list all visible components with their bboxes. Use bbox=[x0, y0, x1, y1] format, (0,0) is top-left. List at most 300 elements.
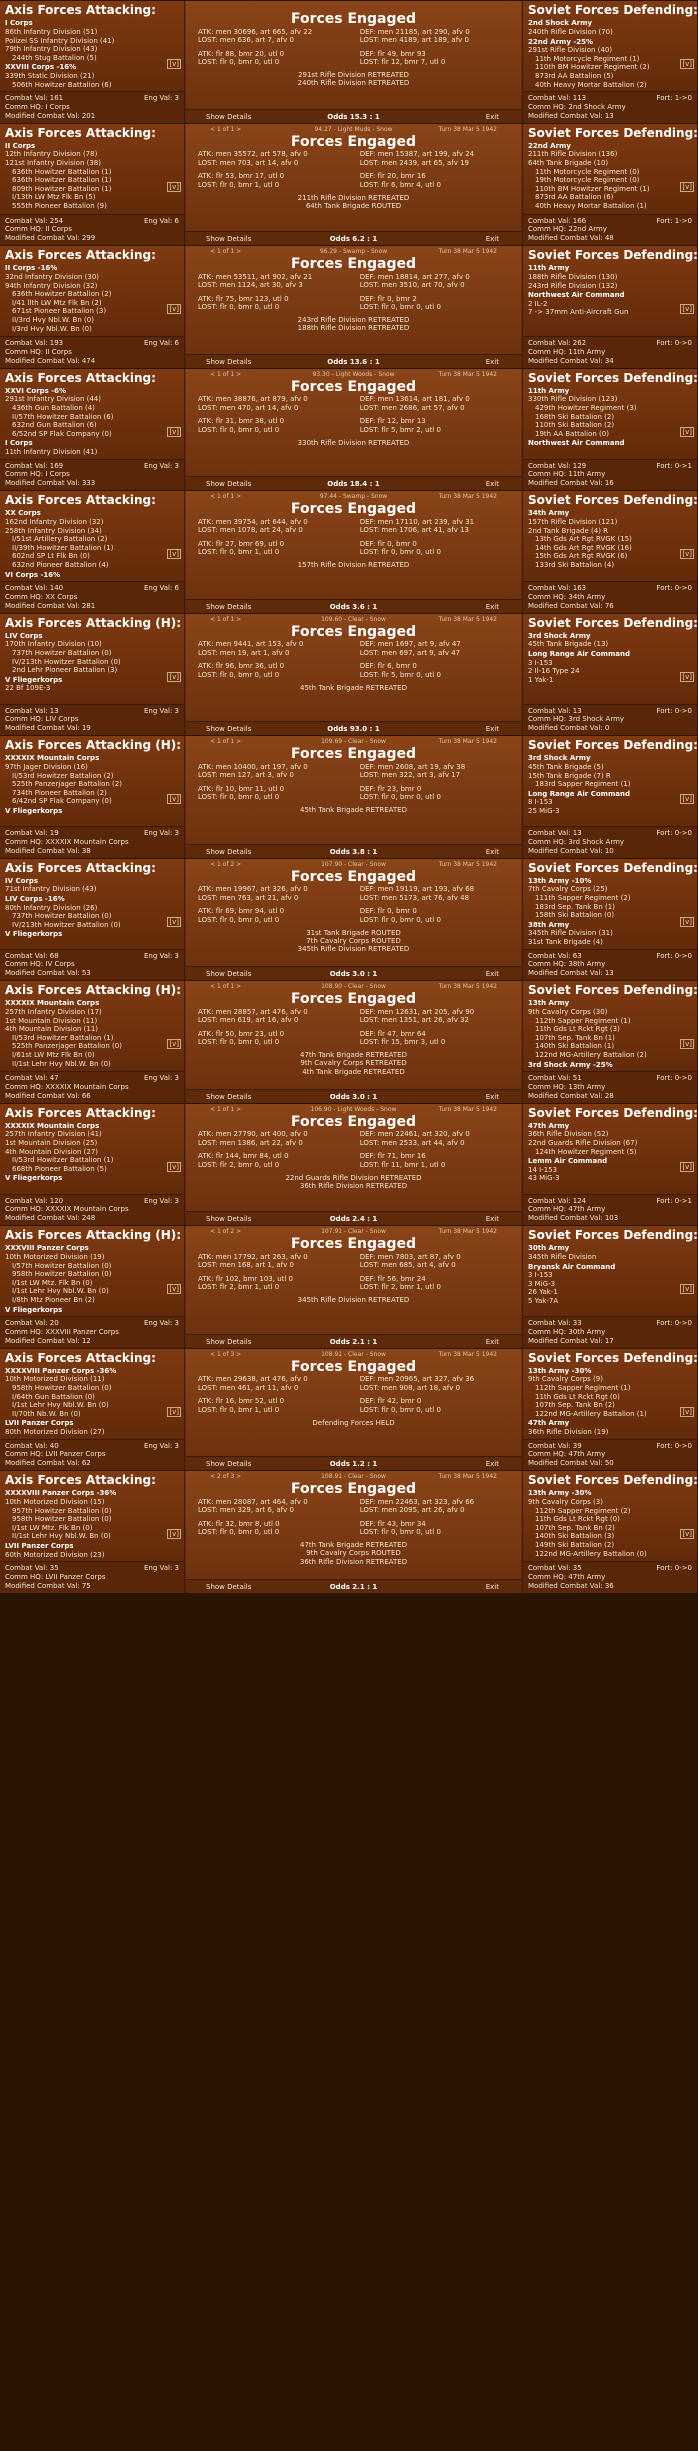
unit-row[interactable]: 429th Howitzer Regiment (3) bbox=[535, 404, 637, 413]
unit-row[interactable]: 80th Motorized Division (27) bbox=[5, 1428, 105, 1437]
unit-row[interactable]: 124th Howitzer Regiment (5) bbox=[535, 1147, 637, 1156]
unit-row[interactable]: 10th Motorized Division (15) bbox=[5, 1497, 105, 1506]
formation-header[interactable]: VI Corps -16% bbox=[5, 570, 61, 579]
formation-header[interactable]: Lemm Air Command bbox=[528, 1157, 608, 1166]
unit-row[interactable]: 737th Howitzer Battalion (0) bbox=[12, 649, 112, 658]
unit-row[interactable]: 6/52nd SP Flak Company (0) bbox=[12, 429, 112, 438]
defender-ground-strength: DEF: men 21185, art 290, afv 0 bbox=[359, 27, 470, 36]
next-battle-button[interactable]: > bbox=[236, 370, 242, 378]
unit-row[interactable]: 1 Yak-1 bbox=[528, 675, 554, 684]
formation-header[interactable]: LVII Panzer Corps bbox=[5, 1419, 74, 1428]
unit-row[interactable]: 636th Howitzer Battalion (1) bbox=[12, 167, 112, 176]
formation-header[interactable]: 38th Army bbox=[528, 920, 570, 929]
unit-row[interactable]: 3 I-153 bbox=[528, 658, 553, 667]
formation-header[interactable]: 34th Army bbox=[528, 509, 570, 518]
formation-header[interactable]: 3rd Shock Army bbox=[528, 631, 591, 640]
formation-header[interactable]: XXXVIII Panzer Corps bbox=[5, 1244, 89, 1253]
exit-button[interactable]: Exit bbox=[485, 847, 499, 856]
expand-defender-icon[interactable]: [v] bbox=[682, 672, 692, 681]
unit-row[interactable]: 668th Pioneer Battalion (5) bbox=[12, 1164, 107, 1173]
unit-row[interactable]: 257th Infantry Division (41) bbox=[5, 1130, 102, 1139]
unit-row[interactable]: 244th Stug Battalion (5) bbox=[12, 53, 97, 62]
defender-ground-losses: LOST: men 3510, art 70, afv 0 bbox=[359, 281, 465, 290]
unit-row[interactable]: 13th Gds Art Rgt RVGK (15) bbox=[535, 535, 632, 544]
forces-engaged-panel bbox=[186, 1226, 521, 1348]
formation-header[interactable]: XXXXIX Mountain Corps bbox=[5, 754, 100, 763]
unit-row[interactable]: 31st Tank Brigade (4) bbox=[528, 938, 603, 947]
unit-row[interactable]: I/13th LW Mtz Flk Bn (5) bbox=[12, 193, 96, 202]
expand-defender-icon[interactable]: [v] bbox=[682, 1407, 692, 1416]
attacker-summary bbox=[0, 459, 184, 490]
unit-row[interactable]: 86th Infantry Division (51) bbox=[5, 27, 98, 36]
unit-row[interactable]: 632nd Gun Battalion (6) bbox=[12, 421, 97, 430]
unit-row[interactable]: 36th Rifle Division (19) bbox=[528, 1428, 609, 1437]
defender-ground-losses: LOST: men 322, art 3, afv 17 bbox=[359, 771, 461, 780]
unit-row[interactable]: 162nd Infantry Division (32) bbox=[5, 517, 104, 526]
attacker-ground-losses: LOST: men 1386, art 22, afv 0 bbox=[198, 1138, 303, 1147]
unit-row[interactable]: 9th Cavalry Corps (3) bbox=[528, 1497, 603, 1506]
attacker-ground-strength: ATK: men 29638, art 476, afv 0 bbox=[198, 1375, 308, 1384]
show-details-button[interactable]: Show Details bbox=[206, 480, 252, 488]
unit-row[interactable]: 111th Sapper Regiment (2) bbox=[535, 894, 631, 903]
unit-row[interactable]: II/53rd Howitzer Battalion (1) bbox=[12, 1033, 114, 1042]
expand-defender-icon[interactable]: [v] bbox=[682, 1530, 692, 1538]
formation-header[interactable]: XXXXVIII Panzer Corps -36% bbox=[5, 1366, 117, 1375]
unit-row[interactable]: 40th Heavy Mortar Battalion (1) bbox=[535, 202, 647, 211]
show-details-button[interactable]: Show Details bbox=[206, 1460, 252, 1468]
next-battle-button[interactable]: > bbox=[236, 983, 242, 990]
unit-row[interactable]: 2 IL-2 bbox=[528, 299, 548, 308]
unit-row[interactable]: 158th Ski Battalion (0) bbox=[535, 911, 615, 920]
unit-row[interactable]: 602nd SP Lt Flk Bn (0) bbox=[12, 552, 90, 561]
formation-header[interactable]: Long Range Air Command bbox=[528, 650, 630, 659]
expand-attacker-icon[interactable]: [v] bbox=[169, 60, 179, 68]
battle-results bbox=[186, 1174, 521, 1191]
formation-header[interactable]: 47th Army bbox=[528, 1419, 570, 1428]
formation-header[interactable]: XX Corps bbox=[5, 509, 41, 518]
exit-button[interactable]: Exit bbox=[485, 1582, 499, 1591]
unit-row[interactable]: Polizei SS Infantry Division (41) bbox=[5, 36, 115, 45]
unit-row[interactable]: 79th Infantry Division (43) bbox=[5, 45, 98, 54]
formation-header[interactable]: 22nd Army -25% bbox=[528, 37, 593, 46]
unit-row[interactable]: 11th Motorcycle Regiment (1) bbox=[535, 54, 640, 63]
unit-row[interactable]: 734th Pioneer Battalion (2) bbox=[12, 788, 107, 797]
prev-battle-button[interactable]: < bbox=[210, 248, 216, 255]
formation-header[interactable]: I Corps bbox=[5, 439, 33, 448]
formation-header[interactable]: I Corps bbox=[5, 19, 33, 28]
unit-row[interactable]: 258th Infantry Division (34) bbox=[5, 526, 102, 535]
battle-report-panel bbox=[0, 245, 697, 368]
unit-row[interactable]: 12th Infantry Division (78) bbox=[5, 150, 98, 159]
unit-row[interactable]: 10th Motorized Division (19) bbox=[5, 1252, 105, 1261]
expand-defender-icon[interactable]: [v] bbox=[682, 305, 692, 313]
next-battle-button[interactable]: > bbox=[236, 1228, 242, 1235]
expand-attacker-icon[interactable]: [v] bbox=[169, 1162, 179, 1171]
battle-page-count: 1 of 1 bbox=[216, 983, 235, 990]
expand-defender-icon[interactable]: [v] bbox=[682, 60, 692, 68]
exit-button[interactable]: Exit bbox=[485, 357, 499, 366]
unit-row[interactable]: 291st Rifle Division (40) bbox=[528, 46, 613, 55]
formation-header[interactable]: LIV Corps bbox=[5, 631, 43, 640]
show-details-button[interactable]: Show Details bbox=[206, 1215, 252, 1223]
unit-row[interactable]: 636th Howitzer Battalion (1) bbox=[12, 176, 112, 185]
defender-losses bbox=[360, 1008, 509, 1047]
unit-row[interactable]: 40th Heavy Mortar Battalion (2) bbox=[535, 80, 647, 89]
next-battle-button[interactable]: > bbox=[236, 738, 242, 745]
fort-level: Fort: 0->0 bbox=[656, 706, 692, 715]
formation-header[interactable]: Bryansk Air Command bbox=[528, 1262, 616, 1271]
unit-row[interactable]: 9th Cavalry Corps (9) bbox=[528, 1375, 603, 1384]
unit-row[interactable]: 9th Cavalry Corps (30) bbox=[528, 1007, 608, 1016]
expand-attacker-icon[interactable]: [v] bbox=[169, 1285, 179, 1293]
defender-air-losses: LOST: flr 0, bmr 0, utl 0 bbox=[359, 1528, 441, 1537]
unit-row[interactable]: II/70th Nb.W. Bn (0) bbox=[12, 1409, 81, 1418]
prev-battle-button[interactable]: < bbox=[210, 738, 216, 745]
unit-row[interactable]: 1st Mountain Division (11) bbox=[5, 1016, 98, 1025]
expand-defender-icon[interactable]: [v] bbox=[682, 427, 692, 436]
formation-header[interactable]: 22nd Army bbox=[528, 141, 571, 150]
unit-row[interactable]: 110th BM Howitzer Regiment (2) bbox=[535, 63, 650, 72]
unit-row[interactable]: 45th Tank Brigade (5) bbox=[528, 762, 604, 771]
unit-row[interactable]: II/53rd Howitzer Battalion (2) bbox=[12, 771, 114, 780]
next-battle-button[interactable]: > bbox=[236, 860, 242, 868]
unit-row[interactable]: 15th Gds Art Rgt RVGK (6) bbox=[535, 552, 628, 561]
unit-row[interactable]: 8 I-153 bbox=[528, 798, 553, 807]
formation-header[interactable]: II Corps bbox=[5, 141, 36, 150]
exit-button[interactable]: Exit bbox=[485, 235, 499, 243]
next-battle-button[interactable]: > bbox=[236, 1105, 242, 1113]
unit-row[interactable]: I/1st LW Mtz. Flk Bn (0) bbox=[12, 1278, 93, 1287]
show-details-button[interactable]: Show Details bbox=[206, 1582, 252, 1591]
unit-row[interactable]: 157th Rifle Division (121) bbox=[528, 517, 618, 526]
unit-row[interactable]: 632nd Pioneer Battalion (4) bbox=[12, 560, 109, 569]
unit-row[interactable]: 122nd MG-Artillery Battalion (0) bbox=[535, 1549, 647, 1558]
unit-row[interactable]: 957th Howitzer Battalion (0) bbox=[12, 1506, 112, 1515]
unit-row[interactable]: 11th Motorcycle Regiment (0) bbox=[535, 167, 640, 176]
formation-header[interactable]: XXVIII Corps -16% bbox=[5, 63, 77, 72]
unit-row[interactable]: II/53rd Howitzer Battalion (1) bbox=[12, 1156, 114, 1165]
unit-row[interactable]: I/1st LW Mtz. Flk Bn (0) bbox=[12, 1523, 93, 1532]
formation-header[interactable]: 3rd Shock Army -25% bbox=[528, 1060, 613, 1069]
formation-header[interactable]: Long Range Air Command bbox=[528, 789, 630, 798]
exit-button[interactable]: Exit bbox=[485, 480, 499, 488]
unit-row[interactable]: 211th Rifle Division (136) bbox=[528, 150, 618, 159]
unit-row[interactable]: I/64th Gun Battalion (0) bbox=[12, 1392, 95, 1401]
exit-button[interactable]: Exit bbox=[485, 1460, 499, 1468]
unit-row[interactable]: I/41 llth LW Mtz Flk Bn (2) bbox=[12, 298, 102, 307]
unit-row[interactable]: 555th Pioneer Battalion (9) bbox=[12, 202, 107, 211]
unit-row[interactable]: 133rd Ski Battalion (4) bbox=[535, 560, 615, 569]
unit-row[interactable]: 94th Infantry Division (32) bbox=[5, 281, 98, 290]
attacker-heading: Axis Forces Attacking (H): bbox=[5, 738, 182, 752]
exit-button[interactable]: Exit bbox=[485, 112, 499, 121]
formation-header[interactable]: V Fliegerkorps bbox=[5, 1305, 63, 1314]
unit-row[interactable]: 436th Gun Battalion (4) bbox=[12, 404, 95, 413]
unit-row[interactable]: 10th Motorized Division (11) bbox=[5, 1375, 105, 1384]
unit-row[interactable]: 11th Gds Lt Rckt Rgt (0) bbox=[535, 1392, 620, 1401]
unit-row[interactable]: 140th Ski Battalion (1) bbox=[535, 1042, 615, 1051]
unit-row[interactable]: 22 Bf 109E-3 bbox=[5, 684, 51, 693]
expand-defender-icon[interactable]: [v] bbox=[682, 1040, 692, 1048]
defender-ground-strength: DEF: men 22461, art 320, afv 0 bbox=[359, 1130, 470, 1139]
unit-row[interactable]: 183rd Sep. Tank Bn (1) bbox=[535, 902, 615, 911]
unit-row[interactable]: I/1st Lehr Hvy Nbl.W. Bn (0) bbox=[12, 1287, 109, 1296]
unit-row[interactable]: 25 MiG-3 bbox=[528, 806, 560, 815]
expand-attacker-icon[interactable]: [v] bbox=[169, 1040, 179, 1048]
unit-row[interactable]: 2nd Tank Brigade (4) R bbox=[528, 526, 609, 535]
expand-attacker-icon[interactable]: [v] bbox=[169, 917, 179, 926]
unit-row[interactable]: 64th Tank Brigade (10) bbox=[528, 159, 609, 168]
expand-defender-icon[interactable]: [v] bbox=[682, 182, 692, 191]
battle-action-bar bbox=[186, 231, 521, 245]
unit-row[interactable]: 3 MiG-3 bbox=[528, 1279, 556, 1288]
unit-row[interactable]: I/57th Howitzer Battalion (0) bbox=[12, 1261, 112, 1270]
attacker-command-hq: Comm HQ: I Corps bbox=[5, 102, 70, 111]
unit-row[interactable]: I/8th Mtz Pioneer Bn (2) bbox=[12, 1295, 95, 1304]
unit-row[interactable]: 112th Sapper Regiment (1) bbox=[535, 1016, 631, 1025]
formation-header[interactable]: LIV Corps -16% bbox=[5, 895, 65, 904]
formation-header[interactable]: LVII Panzer Corps bbox=[5, 1541, 74, 1550]
unit-row[interactable]: 873rd AA Battalion (5) bbox=[535, 71, 614, 80]
unit-row[interactable]: 339th Static Division (21) bbox=[5, 71, 95, 80]
unit-row[interactable]: 14 I-153 bbox=[528, 1165, 558, 1174]
formation-header[interactable]: XXXXIX Mountain Corps bbox=[5, 1121, 100, 1130]
prev-battle-button[interactable]: < bbox=[210, 1228, 216, 1235]
losses-grid bbox=[186, 763, 521, 802]
expand-attacker-icon[interactable]: [v] bbox=[169, 672, 179, 681]
unit-row[interactable]: 240th Rifle Division (70) bbox=[528, 27, 613, 36]
expand-defender-icon[interactable]: [v] bbox=[682, 550, 692, 558]
formation-header[interactable]: 3rd Shock Army bbox=[528, 754, 591, 763]
unit-row[interactable]: I/3rd Hvy Nbl.W. Bn (0) bbox=[12, 324, 92, 333]
unit-row[interactable]: 958th Howitzer Battalion (0) bbox=[12, 1270, 112, 1279]
unit-row[interactable]: 243rd Rifle Division (132) bbox=[528, 281, 618, 290]
unit-row[interactable]: I/61st LW Mtz Flk Bn (0) bbox=[12, 1050, 95, 1059]
unit-row[interactable]: 345th Rifle Division (31) bbox=[528, 929, 613, 938]
unit-row[interactable]: 7 -> 37mm Anti-Aircraft Gun bbox=[528, 308, 629, 317]
unit-row[interactable]: 291st Infantry Division (44) bbox=[5, 395, 101, 404]
formation-header[interactable]: IV Corps bbox=[5, 876, 39, 885]
expand-defender-icon[interactable]: [v] bbox=[682, 917, 692, 926]
unit-row[interactable]: 11th Gds Lt Rckt Rgt (3) bbox=[535, 1025, 620, 1034]
unit-row[interactable]: 4th Mountain Division (27) bbox=[5, 1147, 99, 1156]
unit-row[interactable]: 15th Tank Brigade (7) R bbox=[528, 771, 611, 780]
expand-attacker-icon[interactable]: [v] bbox=[169, 550, 179, 558]
unit-row[interactable]: 112th Sapper Regiment (1) bbox=[535, 1384, 631, 1393]
show-details-button[interactable]: Show Details bbox=[206, 970, 252, 978]
formation-header[interactable]: 30th Army bbox=[528, 1244, 570, 1253]
unit-row[interactable]: 873rd AA Battalion (6) bbox=[535, 193, 614, 202]
defender-ground-losses: LOST: men 685, art 4, afv 0 bbox=[359, 1261, 456, 1270]
unit-row[interactable]: 80th Infantry Division (26) bbox=[5, 903, 98, 912]
expand-attacker-icon[interactable]: [v] bbox=[169, 305, 179, 313]
exit-button[interactable]: Exit bbox=[485, 1215, 499, 1223]
formation-header[interactable]: Northwest Air Command bbox=[528, 291, 625, 300]
unit-row[interactable]: 22nd Guards Rifle Division (67) bbox=[528, 1139, 638, 1148]
prev-battle-button[interactable]: < bbox=[210, 1473, 216, 1480]
unit-row[interactable]: 330th Rifle Division (123) bbox=[528, 395, 618, 404]
unit-row[interactable]: 257th Infantry Division (17) bbox=[5, 1007, 102, 1016]
prev-battle-button[interactable]: < bbox=[210, 983, 216, 990]
expand-defender-icon[interactable]: [v] bbox=[682, 1285, 692, 1293]
expand-attacker-icon[interactable]: [v] bbox=[169, 182, 179, 191]
attacker-air-losses: LOST: flr 0, bmr 0, utl 0 bbox=[198, 1038, 280, 1047]
formation-header[interactable]: V Fliegerkorps bbox=[5, 675, 63, 684]
unit-row[interactable]: 525th Panzerjager Battalion (2) bbox=[12, 780, 122, 789]
show-details-button[interactable]: Show Details bbox=[206, 725, 252, 733]
show-details-button[interactable]: Show Details bbox=[206, 235, 252, 243]
formation-header[interactable]: XXVI Corps -6% bbox=[5, 386, 67, 395]
prev-battle-button[interactable]: < bbox=[210, 493, 216, 500]
prev-battle-button[interactable]: < bbox=[210, 860, 216, 868]
formation-header[interactable]: V Fliegerkorps bbox=[5, 1174, 63, 1183]
unit-row[interactable]: 107th Sep. Tank Bn (2) bbox=[535, 1523, 615, 1532]
unit-row[interactable]: 122nd MG-Artillery Battalion (2) bbox=[535, 1050, 647, 1059]
next-battle-button[interactable]: > bbox=[236, 1350, 242, 1358]
prev-battle-button[interactable]: < bbox=[210, 1350, 216, 1358]
unit-row[interactable]: 7th Cavalry Corps (25) bbox=[528, 885, 608, 894]
unit-row[interactable]: 19th AA Battalion (0) bbox=[535, 429, 609, 438]
attacker-losses bbox=[198, 1008, 347, 1047]
expand-defender-icon[interactable]: [v] bbox=[682, 795, 692, 803]
unit-row[interactable]: 183rd Sapper Regiment (1) bbox=[535, 780, 631, 789]
exit-button[interactable]: Exit bbox=[485, 725, 499, 733]
unit-row[interactable]: 140th Ski Battalion (3) bbox=[535, 1532, 615, 1541]
formation-header[interactable]: V Fliegerkorps bbox=[5, 930, 63, 939]
exit-button[interactable]: Exit bbox=[485, 602, 499, 611]
formation-header[interactable]: 13th Army -30% bbox=[528, 1489, 592, 1498]
unit-row[interactable]: 36th Rifle Division (52) bbox=[528, 1130, 609, 1139]
battle-report-panel bbox=[0, 1348, 697, 1471]
unit-row[interactable]: 11th Infantry Division (41) bbox=[5, 448, 98, 457]
prev-battle-button[interactable]: < bbox=[210, 125, 216, 133]
losses-grid bbox=[186, 28, 521, 67]
show-details-button[interactable]: Show Details bbox=[206, 1337, 252, 1346]
unit-row[interactable]: 110th Ski Battalion (2) bbox=[535, 421, 615, 430]
unit-row[interactable]: 809th Howitzer Battalion (1) bbox=[12, 184, 112, 193]
next-battle-button[interactable]: > bbox=[236, 493, 242, 500]
expand-defender-icon[interactable]: [v] bbox=[682, 1162, 692, 1171]
defender-unit-list bbox=[523, 754, 697, 815]
unit-row[interactable]: 168th Ski Battalion (2) bbox=[535, 412, 615, 421]
unit-row[interactable]: 3 I-153 bbox=[528, 1271, 553, 1280]
unit-row[interactable]: 110th BM Howitzer Regiment (1) bbox=[535, 184, 650, 193]
formation-header[interactable]: Northwest Air Command bbox=[528, 439, 625, 448]
unit-row[interactable]: II/39th Howitzer Battalion (1) bbox=[12, 543, 114, 552]
expand-attacker-icon[interactable]: [v] bbox=[169, 427, 179, 436]
unit-row[interactable]: 149th Ski Battalion (2) bbox=[535, 1540, 615, 1549]
unit-row[interactable]: 636th Howitzer Battalion (2) bbox=[12, 290, 112, 299]
unit-row[interactable]: II/57th Howitzer Battalion (6) bbox=[12, 412, 114, 421]
unit-row[interactable]: 107th Sep. Tank Bn (2) bbox=[535, 1401, 615, 1410]
unit-row[interactable]: 5 Yak-7A bbox=[528, 1296, 559, 1305]
exit-button[interactable]: Exit bbox=[485, 1092, 499, 1101]
show-details-button[interactable]: Show Details bbox=[206, 357, 252, 366]
attacker-losses bbox=[198, 518, 347, 557]
exit-button[interactable]: Exit bbox=[485, 970, 499, 978]
unit-row[interactable]: 958th Howitzer Battalion (0) bbox=[12, 1384, 112, 1393]
unit-row[interactable]: 14th Gds Art Rgt RVGK (16) bbox=[535, 543, 632, 552]
unit-row[interactable]: II/3rd Hvy Nbl.W. Bn (0) bbox=[12, 315, 94, 324]
unit-row[interactable]: 45th Tank Brigade (13) bbox=[528, 640, 609, 649]
unit-row[interactable]: 122nd MG-Artillery Battalion (1) bbox=[535, 1409, 647, 1418]
next-battle-button[interactable]: > bbox=[236, 615, 242, 623]
prev-battle-button[interactable]: < bbox=[210, 615, 216, 623]
battle-results bbox=[186, 439, 521, 447]
unit-row[interactable]: 958th Howitzer Battalion (0) bbox=[12, 1515, 112, 1524]
unit-row[interactable]: II/1st Lehr Hvy Nbl.W. Bn (0) bbox=[12, 1059, 111, 1068]
show-details-button[interactable]: Show Details bbox=[206, 1092, 252, 1101]
unit-row[interactable]: 6/42nd SP Flak Company (0) bbox=[12, 797, 112, 806]
battle-page-count: 1 of 1 bbox=[216, 493, 235, 500]
formation-header[interactable]: II Corps -16% bbox=[5, 264, 58, 273]
formation-header[interactable]: XXXXIX Mountain Corps bbox=[5, 999, 100, 1008]
formation-header[interactable]: 13th Army bbox=[528, 999, 570, 1008]
unit-row[interactable]: 2nd Lehr Pioneer Battalion (3) bbox=[12, 666, 118, 675]
unit-row[interactable]: 97th Jager Division (16) bbox=[5, 762, 88, 771]
unit-row[interactable]: 737th Howitzer Battalion (0) bbox=[12, 912, 112, 921]
next-battle-button[interactable]: > bbox=[236, 1473, 242, 1480]
unit-row[interactable]: IV/213th Howitzer Battalion (0) bbox=[12, 920, 121, 929]
unit-row[interactable]: 112th Sapper Regiment (2) bbox=[535, 1506, 631, 1515]
unit-row[interactable]: 43 MiG-3 bbox=[528, 1174, 560, 1183]
formation-header[interactable]: V Fliegerkorps bbox=[5, 806, 63, 815]
unit-row[interactable]: 4th Mountain Division (11) bbox=[5, 1025, 99, 1034]
unit-row[interactable]: 32nd Infantry Division (30) bbox=[5, 272, 100, 281]
unit-row[interactable]: 345th Rifle Division bbox=[528, 1252, 597, 1261]
defender-air-strength: DEF: flr 42, bmr 0 bbox=[359, 1397, 422, 1406]
unit-row[interactable]: 19th Motorcycle Regiment (0) bbox=[535, 176, 640, 185]
unit-row[interactable]: IV/213th Howitzer Battalion (0) bbox=[12, 657, 121, 666]
exit-button[interactable]: Exit bbox=[485, 1337, 499, 1346]
formation-header[interactable]: XXXXVIII Panzer Corps -36% bbox=[5, 1489, 117, 1498]
formation-header[interactable]: 2nd Shock Army bbox=[528, 19, 593, 28]
unit-row[interactable]: I/51st Artillery Battalion (2) bbox=[12, 535, 108, 544]
unit-row[interactable]: I/1st Lehr Hvy Nbl.W. Bn (0) bbox=[12, 1401, 109, 1410]
expand-attacker-icon[interactable]: [v] bbox=[169, 795, 179, 803]
formation-header[interactable]: 13th Army -30% bbox=[528, 1366, 592, 1375]
formation-header[interactable]: 13th Army -10% bbox=[528, 876, 592, 885]
unit-row[interactable]: 525th Panzerjager Battalion (0) bbox=[12, 1042, 122, 1051]
formation-header[interactable]: 11th Army bbox=[528, 386, 570, 395]
unit-row[interactable]: 2 Il-16 Type 24 bbox=[528, 667, 580, 676]
unit-row[interactable]: 107th Sep. Tank Bn (1) bbox=[535, 1033, 615, 1042]
unit-row[interactable]: 121st Infantry Division (38) bbox=[5, 159, 101, 168]
unit-row[interactable]: 11th Gds Lt Rckt Rgt (0) bbox=[535, 1515, 620, 1524]
unit-row[interactable]: 26 Yak-1 bbox=[528, 1288, 558, 1297]
expand-attacker-icon[interactable]: [v] bbox=[169, 1530, 179, 1538]
prev-battle-button[interactable]: < bbox=[210, 1105, 216, 1113]
unit-row[interactable]: 188th Rifle Division (130) bbox=[528, 272, 618, 281]
expand-attacker-icon[interactable]: [v] bbox=[169, 1407, 179, 1416]
unit-row[interactable]: II/1st Lehr Hvy Nbl.W. Bn (0) bbox=[12, 1532, 111, 1541]
unit-row[interactable]: 170th Infantry Division (10) bbox=[5, 640, 102, 649]
prev-battle-button[interactable]: < bbox=[210, 370, 216, 378]
unit-row[interactable]: 1st Mountain Division (25) bbox=[5, 1139, 98, 1148]
show-details-button[interactable]: Show Details bbox=[206, 847, 252, 856]
formation-header[interactable]: 47th Army bbox=[528, 1121, 570, 1130]
next-battle-button[interactable]: > bbox=[236, 248, 242, 255]
formation-header[interactable]: 11th Army bbox=[528, 264, 570, 273]
unit-row[interactable]: 60th Motorized Division (23) bbox=[5, 1550, 105, 1559]
unit-row[interactable]: 506th Howitzer Battalion (6) bbox=[12, 80, 112, 89]
unit-row[interactable]: 71st Infantry Division (43) bbox=[5, 885, 97, 894]
defender-air-losses: LOST: flr 6, bmr 4, utl 0 bbox=[359, 180, 441, 189]
next-battle-button[interactable]: > bbox=[236, 125, 242, 133]
unit-row[interactable]: 671st Pioneer Battalion (3) bbox=[12, 307, 107, 316]
show-details-button[interactable]: Show Details bbox=[206, 112, 252, 121]
show-details-button[interactable]: Show Details bbox=[206, 602, 252, 611]
